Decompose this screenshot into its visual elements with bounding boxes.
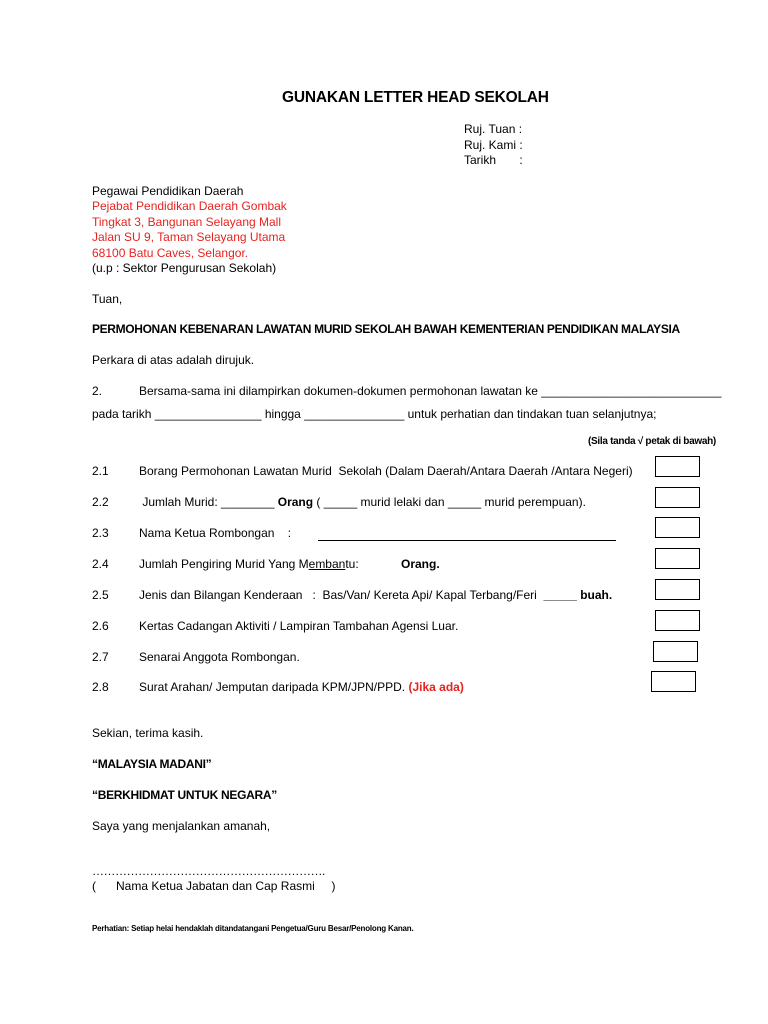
- motto-berkhidmat: “BERKHIDMAT UNTUK NEGARA”: [92, 788, 277, 802]
- item-text: [139, 557, 359, 571]
- checkbox-instruction: (Sila tanda √ petak di bawah): [588, 436, 716, 447]
- vehicle-count-text: _____ buah.: [543, 588, 613, 602]
- item-number: 2.5: [92, 588, 109, 602]
- recipient-attention: (u.p : Sektor Pengurusan Sekolah): [92, 261, 277, 275]
- item-text: Nama Ketua Rombongan :: [139, 526, 292, 540]
- item-number: 2.7: [92, 650, 109, 664]
- item-text: Borang Permohonan Lawatan Murid Sekolah (Dalam Daerah/Antara Daerah /Antara Negeri): [139, 464, 633, 478]
- letter-text: Surat Arahan/ Jemputan daripada KPM/JPN/PPD.: [139, 680, 409, 694]
- body-para2-line2: pada tarikh ________________ hingga _______________ untuk perhatian dan tindakan tuan selanjutnya;: [92, 407, 657, 421]
- checkbox-2-3[interactable]: [655, 517, 700, 538]
- recipient-title: Pegawai Pendidikan Daerah: [92, 184, 244, 198]
- checkbox-2-8[interactable]: [651, 671, 696, 692]
- signature-name-placeholder: ( Nama Ketua Jabatan dan Cap Rasmi ): [92, 879, 336, 893]
- item-text: [139, 588, 612, 602]
- recipient-address-line3: 68100 Batu Caves, Selangor.: [92, 246, 249, 260]
- recipient-address-line1: Tingkat 3, Bangunan Selayang Mall: [92, 215, 282, 229]
- item-number: 2.2: [92, 495, 109, 509]
- subject-line: PERMOHONAN KEBENARAN LAWATAN MURID SEKOLAH BAWAH KEMENTERIAN PENDIDIKAN MALAYSIA: [92, 322, 680, 336]
- page-title: GUNAKAN LETTER HEAD SEKOLAH: [282, 89, 549, 106]
- leader-name-blank-line: [318, 540, 616, 541]
- item-text: Senarai Anggota Rombongan.: [139, 650, 300, 664]
- item-number: 2.8: [92, 680, 109, 694]
- date-label: Tarikh :: [464, 153, 523, 167]
- escort-text-b: emban: [308, 557, 346, 571]
- body-para2-number: 2.: [92, 384, 103, 398]
- body-para2-line1: Bersama-sama ini dilampirkan dokumen-dokumen permohonan lawatan ke ___________________________: [139, 384, 722, 398]
- closing-thanks: Sekian, terima kasih.: [92, 726, 204, 740]
- item-number: 2.3: [92, 526, 109, 540]
- ref-tuan-label: Ruj. Tuan :: [464, 122, 523, 136]
- orang-label: Orang: [277, 495, 314, 509]
- footer-note: Perhatian: Setiap helai hendaklah ditandatangani Pengetua/Guru Besar/Penolong Kanan.: [92, 924, 414, 933]
- item-number: 2.4: [92, 557, 109, 571]
- item-number: 2.6: [92, 619, 109, 633]
- orang-label: Orang.: [401, 557, 440, 571]
- checkbox-2-7[interactable]: [653, 641, 698, 662]
- escort-text-a: Jumlah Pengiring Murid Yang M: [139, 557, 309, 571]
- signature-intro: Saya yang menjalankan amanah,: [92, 819, 271, 833]
- item-text: Kertas Cadangan Aktiviti / Lampiran Tambahan Agensi Luar.: [139, 619, 459, 633]
- checkbox-2-2[interactable]: [655, 487, 700, 508]
- checkbox-2-1[interactable]: [655, 456, 700, 477]
- checkbox-2-6[interactable]: [655, 610, 700, 631]
- vehicle-text: Jenis dan Bilangan Kenderaan : Bas/Van/ Kereta Api/ Kapal Terbang/Feri: [139, 588, 544, 602]
- student-count-text: Jumlah Murid: ________: [139, 495, 278, 509]
- optional-note: (Jika ada): [408, 680, 464, 694]
- body-para1: Perkara di atas adalah dirujuk.: [92, 353, 255, 367]
- ref-kami-label: Ruj. Kami :: [464, 138, 523, 152]
- checkbox-2-5[interactable]: [655, 579, 700, 600]
- item-text: [139, 680, 464, 694]
- item-text: [139, 495, 586, 509]
- recipient-office: Pejabat Pendidikan Daerah Gombak: [92, 199, 287, 213]
- motto-malaysia-madani: “MALAYSIA MADANI”: [92, 757, 212, 771]
- escort-text-c: tu:: [345, 557, 359, 571]
- item-number: 2.1: [92, 464, 109, 478]
- salutation: Tuan,: [92, 292, 123, 306]
- signature-line: …………………………………………………….: [92, 864, 325, 878]
- checkbox-2-4[interactable]: [655, 548, 700, 569]
- recipient-address-line2: Jalan SU 9, Taman Selayang Utama: [92, 230, 286, 244]
- gender-breakdown-text: ( _____ murid lelaki dan _____ murid perempuan).: [313, 495, 586, 509]
